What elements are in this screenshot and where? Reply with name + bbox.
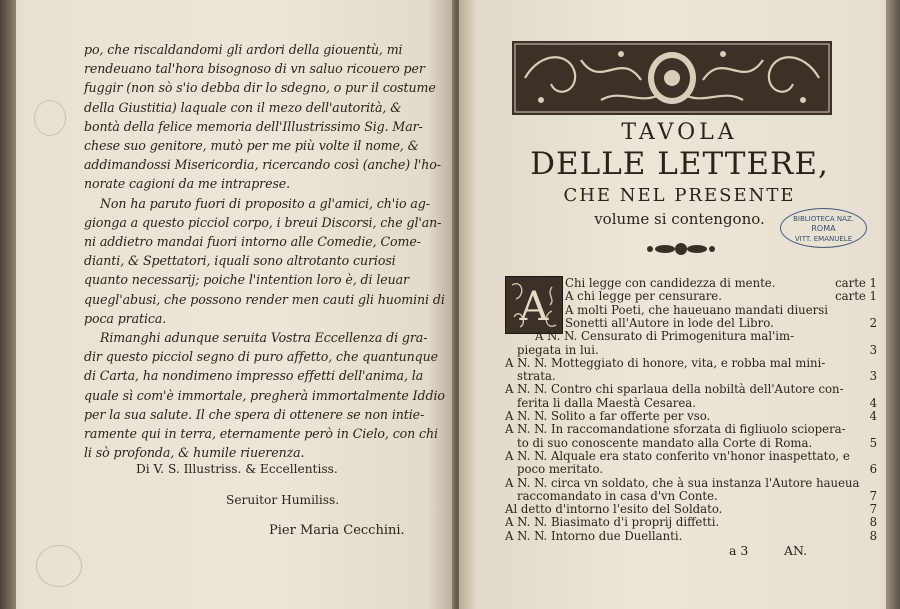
- signature-mark: a 3: [729, 543, 749, 558]
- toc-entry-text: Sonetti all'Autore in lode del Libro.: [565, 315, 774, 330]
- letter-line: dianti, & Spettatori, iquali sono altrotanto curiosi: [84, 253, 396, 269]
- toc-entry-page: 4: [869, 395, 877, 410]
- letter-line: Rimanghi adunque seruita Vostra Eccellenza di gra-: [100, 330, 428, 345]
- toc-entry: [505, 529, 877, 544]
- right-page: [459, 0, 900, 609]
- toc-entry-page: 3: [869, 369, 877, 384]
- catchword: AN.: [784, 543, 808, 558]
- letter-line: dir questo picciol segno di puro affetto, che quantunque: [84, 349, 438, 365]
- toc-entry-page: 6: [869, 462, 877, 477]
- toc-entry-text: A chi legge per censurare.: [565, 289, 722, 304]
- page-title-tavola: TAVOLA: [621, 120, 738, 145]
- faint-stamp-icon: [34, 100, 66, 136]
- author-signature: Pier Maria Cecchini.: [269, 523, 405, 538]
- faint-stamp-icon: [36, 545, 82, 587]
- toc-entry-text: Al detto d'intorno l'esito del Soldato.: [505, 502, 723, 517]
- left-page-edge: [0, 0, 16, 609]
- toc-entry-text: raccomandato in casa d'vn Conte.: [517, 488, 718, 503]
- letter-line: fuggir (non sò s'io debba dir lo sdegno, o pur il costume: [84, 80, 436, 96]
- toc-entry-page: 4: [869, 409, 877, 423]
- page-subtitle: CHE NEL PRESENTE: [563, 185, 796, 206]
- letter-line: gionga a questo picciol corpo, i breui Discorsi, che gl'an-: [84, 214, 442, 230]
- toc-entry-page: 8: [869, 515, 877, 530]
- toc-entry-text: A N. N. Censurato di Primogenitura mal'im-: [535, 329, 795, 344]
- letter-line: po, che riscaldandomi gli ardori della giouentù, mi: [84, 42, 403, 57]
- letter-line: ni addietro mandai fuori intorno alle Comedie, Come-: [84, 234, 421, 249]
- toc-entry-text: strata.: [517, 369, 556, 384]
- letter-line: bontà della felice memoria dell'Illustrissimo Sig. Mar-: [84, 118, 423, 134]
- toc-entry-text: A N. N. Biasimato d'i proprij diffetti.: [505, 515, 720, 530]
- letter-line: quale sì com'è immortale, pregherà immortalmente Iddio: [84, 387, 445, 403]
- toc-entry-text: A N. N. Contro chi sparlaua della nobiltà dell'Autore con-: [505, 382, 844, 397]
- toc-entry-text: A N. N. Motteggiato di honore, vita, e robba mal mini-: [505, 355, 826, 370]
- toc-entry-text: A N. N. Intorno due Duellanti.: [505, 528, 683, 543]
- letter-line: ramente qui in terra, eternamente però in Cielo, con chi: [84, 426, 438, 441]
- toc-entry-page: 2: [869, 315, 877, 330]
- right-page-edge: [886, 0, 900, 609]
- toc-entry-page: 7: [869, 488, 877, 503]
- ornamental-headpiece-icon: [511, 40, 833, 116]
- letter-line: norate cagioni da me intraprese.: [84, 176, 291, 192]
- page-subtitle-volume: volume si contengono.: [594, 210, 765, 228]
- toc-entry-text: A molti Poeti, che haueuano mandati diuersi: [565, 302, 828, 317]
- letter-line: poca pratica.: [84, 310, 167, 326]
- toc-entry-text: poco meritato.: [517, 462, 604, 477]
- toc-entry-text: Chi legge con candidezza di mente.: [565, 276, 776, 290]
- toc-entry-text: to di suo conoscente mandato alla Corte di Roma.: [517, 435, 813, 450]
- letter-line: della Giustitia) laquale con il mezo dell'autorità, &: [84, 99, 402, 115]
- svg-text:A: A: [519, 284, 549, 330]
- page-title-lettere: DELLE LETTERE,: [530, 146, 829, 182]
- closing-title: Seruitor Humiliss.: [226, 493, 340, 507]
- closing-salutation: Di V. S. Illustriss. & Eccellentiss.: [136, 462, 338, 476]
- toc-entry-text: ferita li dalla Maestà Cesarea.: [517, 395, 696, 410]
- toc-entry-page: carte 1: [835, 289, 877, 304]
- letter-line: quanto necessarij; poiche l'intention loro è, di leuar: [84, 272, 409, 288]
- toc-entry-text: A N. N. In raccomandatione sforzata di figliuolo scioperа-: [505, 422, 846, 437]
- letter-line: Non ha paruto fuori di proposito a gl'amici, ch'io ag-: [100, 195, 430, 211]
- letter-line: di Carta, ha nondimeno impresso effetti dell'anima, la: [84, 368, 424, 384]
- toc-entry-text: A N. N. circa vn soldato, che à sua instanza l'Autore haueua: [505, 475, 860, 490]
- letter-line: addimandossi Misericordia, ricercando così (anche) l'ho-: [84, 157, 441, 173]
- letter-line: chese suo genitore, mutò per me più volte il nome, &: [84, 138, 419, 153]
- toc-entry-page: 3: [869, 342, 877, 357]
- toc-entry-page: 8: [869, 528, 877, 543]
- toc-entry-page: 7: [869, 502, 877, 517]
- library-stamp: BIBLIOTECA NAZ. ROMA VITT. EMANUELE: [780, 208, 867, 248]
- toc-entry-text: A N. N. Alquale era stato conferito vn'honor inaspettato, e: [505, 448, 850, 463]
- toc-entry-text: A N. N. Solito a far offerte per vso.: [505, 409, 711, 423]
- letter-line: li sò profonda, & humile riuerenza.: [84, 445, 305, 461]
- toc-entry-page: 5: [869, 435, 877, 450]
- letter-line: quegl'abusi, che possono render men cauti gli huomini di: [84, 291, 445, 307]
- toc-entry-page: carte 1: [835, 276, 877, 290]
- letter-line: rendeuano tal'hora bisognoso di vn saluo ricouero per: [84, 61, 425, 77]
- letter-line: per la sua salute. Il che spera di ottenere se non intie-: [84, 406, 425, 422]
- fleuron-icon: [645, 239, 717, 259]
- toc-entry-text: piegata in lui.: [517, 342, 599, 357]
